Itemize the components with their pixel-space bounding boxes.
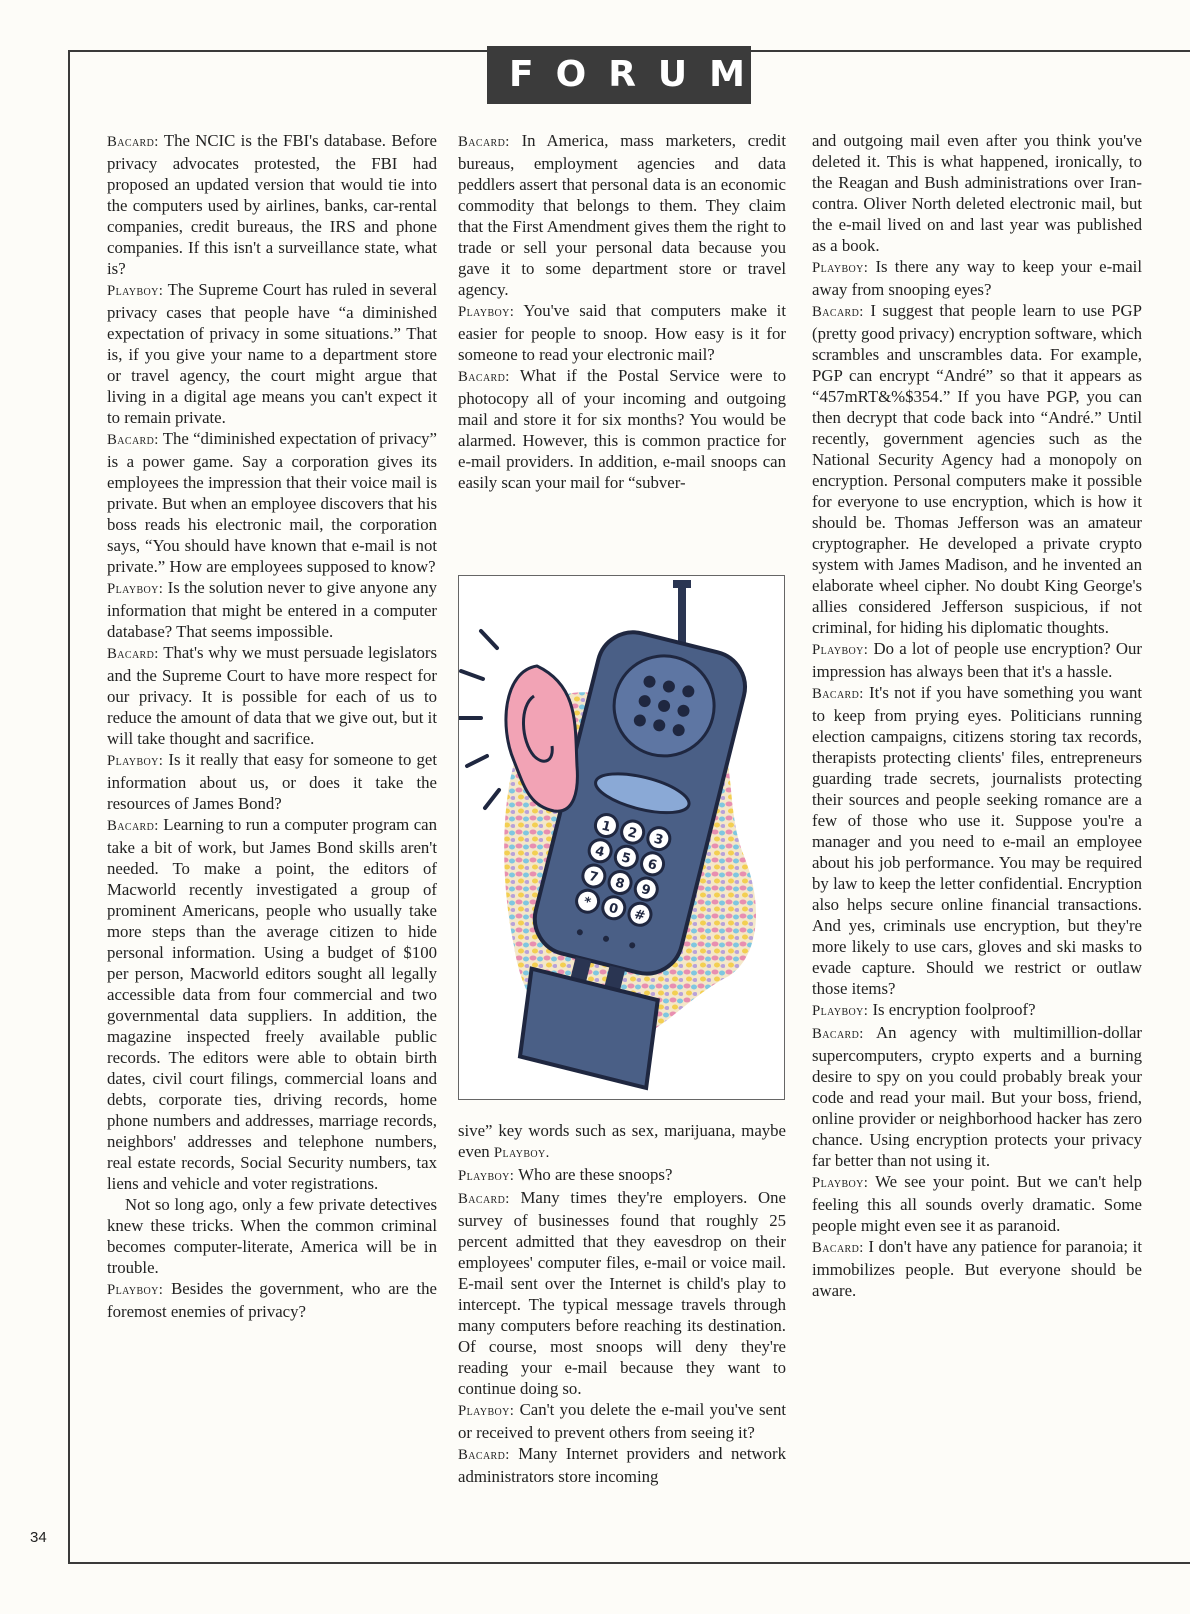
- paragraph-text: Learning to run a computer program can take a bit of work, but James Bond skills aren't needed. To make a point, the editors of Macworld recently investigated a group of prominent Americans, people who usually take more steps than the average citizen to hide personal information. Using a budget of $100 per person, Macworld editors sought all legally accessible data from four commercial and two governmental data suppliers. In addition, the magazine inspected freely available public records. The editors were able to obtain birth dates, civil court filings, commercial loans and debts, corporate ties, driving records, home phone numbers and addresses, marriage records, neighbors' addresses and telephone numbers, real estate records, Social Security numbers, tax liens and vehicle and voter registrations.: [107, 815, 437, 1193]
- speaker-label: Bacard:: [107, 134, 159, 150]
- section-banner: FORUM: [487, 46, 751, 104]
- speaker-label: Playboy:: [107, 1282, 164, 1298]
- paragraph-text: sive” key words such as sex, marijuana, maybe even: [458, 1121, 786, 1161]
- keypad-key-label: 8: [613, 875, 626, 893]
- paragraph-text: Do a lot of people use encryption? Our impression has always been that it's a hassle.: [812, 639, 1142, 681]
- paragraph: [107, 428, 437, 577]
- speaker-label: Bacard:: [458, 1447, 510, 1463]
- paragraph-text: Who are these snoops?: [518, 1165, 673, 1184]
- speaker-label: Bacard:: [458, 134, 510, 150]
- speaker-label: Playboy:: [812, 1003, 869, 1019]
- speaker-label: Bacard:: [812, 1026, 864, 1042]
- paragraph-text: Besides the government, who are the foremost enemies of privacy?: [107, 1279, 437, 1321]
- paragraph-text: What if the Postal Service were to photocopy all of your incoming and outgoing mail and store it for six months? You would be alarmed. However, this is common practice for e-mail providers. In addition, e-mail snoops can easily scan your mail for “subver-: [458, 366, 786, 492]
- paragraph-text: Is it really that easy for someone to get information about us, or does it take the resources of James Bond?: [107, 750, 437, 813]
- paragraph: [107, 642, 437, 749]
- speaker-label: Bacard:: [812, 686, 864, 702]
- speaker-label: Playboy:: [812, 260, 869, 276]
- speaker-label: Bacard:: [812, 304, 864, 320]
- paragraph: [458, 300, 786, 365]
- keypad-key-label: *: [582, 894, 593, 911]
- paragraph-text: Is encryption foolproof?: [872, 1000, 1036, 1019]
- paragraph: [107, 814, 437, 1194]
- paragraph-text: In America, mass marketers, credit bureaus, employment agencies and data peddlers assert that personal data is an economic commodity that belongs to them. They claim that the First Amendment gives them the right to trade or sell your personal data because you gave it to some department store or travel agency.: [458, 131, 786, 299]
- paragraph-text: You've said that computers make it easier for people to snoop. How easy is it for someone to read your electronic mail?: [458, 301, 787, 364]
- speaker-label: Playboy:: [812, 642, 869, 658]
- paragraph: [812, 130, 1142, 256]
- keypad-key-label: 0: [607, 900, 620, 918]
- sound-lines: [459, 631, 499, 808]
- column-1: [107, 130, 437, 1322]
- paragraph-text: An agency with multimillion-dollar supercomputers, crypto experts and a burning desire to spy on you could probably break your code and read your mail. But your boss, friend, online provider or neighborhood hacker has zero chance. Using encryption protects your privacy far better than not using it.: [812, 1023, 1142, 1170]
- paragraph-text: I don't have any patience for paranoia; it immobilizes people. But everyone should be aware.: [812, 1237, 1142, 1300]
- illustration-svg: [459, 576, 783, 1098]
- keypad-key-label: 4: [593, 843, 606, 861]
- page-number: 34: [30, 1529, 47, 1546]
- paragraph: [107, 749, 437, 814]
- paragraph: [812, 300, 1142, 638]
- paragraph: [458, 1164, 786, 1187]
- paragraph: [458, 1399, 786, 1443]
- paragraph: [812, 256, 1142, 300]
- keypad-key-label: 7: [587, 869, 600, 886]
- speaker-label: Bacard:: [107, 818, 159, 834]
- paragraph: [812, 682, 1142, 999]
- keypad-key-label: 6: [645, 856, 659, 874]
- magazine-name: Playboy.: [493, 1145, 550, 1161]
- speaker-label: Playboy:: [107, 283, 164, 299]
- paragraph-text: Not so long ago, only a few private detectives knew these tricks. When the common criminal becomes computer-literate, America will be in trouble.: [107, 1195, 437, 1277]
- speaker-label: Bacard:: [812, 1240, 864, 1256]
- keypad-key-label: 3: [652, 831, 665, 849]
- paragraph-text: The NCIC is the FBI's database. Before privacy advocates protested, the FBI had proposed an updated version that would tie into the computers used by airlines, banks, car-rental companies, credit bureaus, the IRS and phone companies. If this isn't a surveillance state, what is?: [107, 131, 437, 278]
- paragraph-text: and outgoing mail even after you think you've deleted it. This is what happened, ironically, to the Reagan and Bush administrations over Iran-contra. Oliver North deleted electronic mail, but the e-mail lived on and last year was published as a book.: [812, 131, 1142, 255]
- speaker-label: Playboy:: [107, 581, 164, 597]
- speaker-label: Bacard:: [458, 369, 510, 385]
- paragraph: [458, 365, 786, 493]
- paragraph: [812, 1236, 1142, 1301]
- paragraph-text: Many times they're employers. One survey of businesses found that roughly 25 percent admitted that they eavesdrop on their employees' computer files, e-mail or voice mail. E-mail sent over the Internet is child's play to intercept. The typical message travels through many computers before reaching its destination. Of course, most snoops will deny they're reading your e-mail because they want to continue doing so.: [458, 1188, 786, 1398]
- paragraph-text: The Supreme Court has ruled in several privacy cases that people have “a diminished expectation of privacy in some situations.” That is, if you give your name to a department store or travel agency, the court might argue that living in a digital age means you can't expect it to remain private.: [107, 280, 437, 427]
- paragraph: [107, 577, 437, 642]
- paragraph-text: The “diminished expectation of privacy” is a power game. Say a corporation gives its employees the impression that their voice mail is private. But when an employee discovers that his boss reads his electronic mail, the corporation says, “You should have known that e-mail is not private.” How are employees supposed to know?: [107, 429, 437, 576]
- antenna: [678, 586, 686, 646]
- paragraph: [458, 130, 786, 300]
- speaker-label: Bacard:: [107, 432, 159, 448]
- column-3: [812, 130, 1142, 1301]
- paragraph: [107, 279, 437, 428]
- column-2-top: [458, 130, 786, 493]
- keypad-key-label: 5: [619, 850, 633, 868]
- paragraph-text: Is there any way to keep your e-mail away from snooping eyes?: [812, 257, 1142, 299]
- speaker-label: Bacard:: [107, 646, 159, 662]
- paragraph: [107, 130, 437, 279]
- paragraph-text: It's not if you have something you want to keep from prying eyes. Politicians running election campaigns, citizens storing tax records, therapists protecting clients' files, entrepreneurs guarding trade secrets, journalists protecting their sources and people seeking romance are a few of those who use it. Suppose you're a manager and you need to e-mail an employee about his job performance. You may be required by law to keep the letter confidential. Encryption also helps secure online financial transactions. And yes, criminals use encryption, but they're more likely to use cars, gloves and ski masks to evade capture. Should we restrict or outlaw those items?: [812, 683, 1142, 998]
- paragraph-text: Is the solution never to give anyone any information that might be entered in a computer database? That seems impossible.: [107, 578, 437, 641]
- paragraph-text: Can't you delete the e-mail you've sent or received to prevent others from seeing it?: [458, 1400, 786, 1442]
- paragraph-text: We see your point. But we can't help feeling this all sounds overly dramatic. Some people might even see it as paranoid.: [812, 1172, 1142, 1235]
- column-2-bottom: [458, 1120, 786, 1487]
- speaker-label: Bacard:: [458, 1191, 510, 1207]
- speaker-label: Playboy:: [458, 1403, 515, 1419]
- paragraph: [458, 1443, 786, 1487]
- paragraph: [812, 1022, 1142, 1171]
- paragraph: [812, 999, 1142, 1022]
- paragraph: [458, 1120, 786, 1164]
- keypad-key-label: 2: [626, 825, 639, 842]
- speaker-label: Playboy:: [107, 753, 164, 769]
- paragraph-text: Many Internet providers and network administrators store incoming: [458, 1444, 786, 1486]
- paragraph-text: That's why we must persuade legislators and the Supreme Court to have more respect for our privacy. It is possible for each of us to reduce the amount of data that we give out, but it will take thought and sacrifice.: [107, 643, 437, 748]
- paragraph: [107, 1278, 437, 1322]
- keypad-key-label: 1: [599, 818, 613, 836]
- keypad-key-label: #: [632, 907, 647, 925]
- paragraph-text: I suggest that people learn to use PGP (pretty good privacy) encryption software, which scrambles and unscrambles data. For example, PGP can encrypt “André” so that it appears as “457mRT&%$354.” If you have PGP, you can then decrypt that code back into “André.” Until recently, government agencies such as the National Security Agency had a monopoly on encryption. Personal computers make it possible for everyone to use encryption, which is how it should be. Thomas Jefferson was an amateur cryptographer. He developed a private crypto system with James Madison, and he invented an elaborate wheel cipher. No doubt King George's allies considered Jefferson suspicious, if not criminal, for hiding his diplomatic thoughts.: [812, 301, 1142, 637]
- speaker-label: Playboy:: [458, 1168, 515, 1184]
- paragraph: [812, 1171, 1142, 1236]
- paragraph: [107, 1194, 437, 1278]
- paragraph: [458, 1187, 786, 1399]
- keypad-key-label: 9: [639, 882, 653, 899]
- cellphone-ear-illustration: [458, 575, 785, 1100]
- paragraph: [812, 638, 1142, 682]
- speaker-label: Playboy:: [458, 304, 515, 320]
- speaker-label: Playboy:: [812, 1175, 869, 1191]
